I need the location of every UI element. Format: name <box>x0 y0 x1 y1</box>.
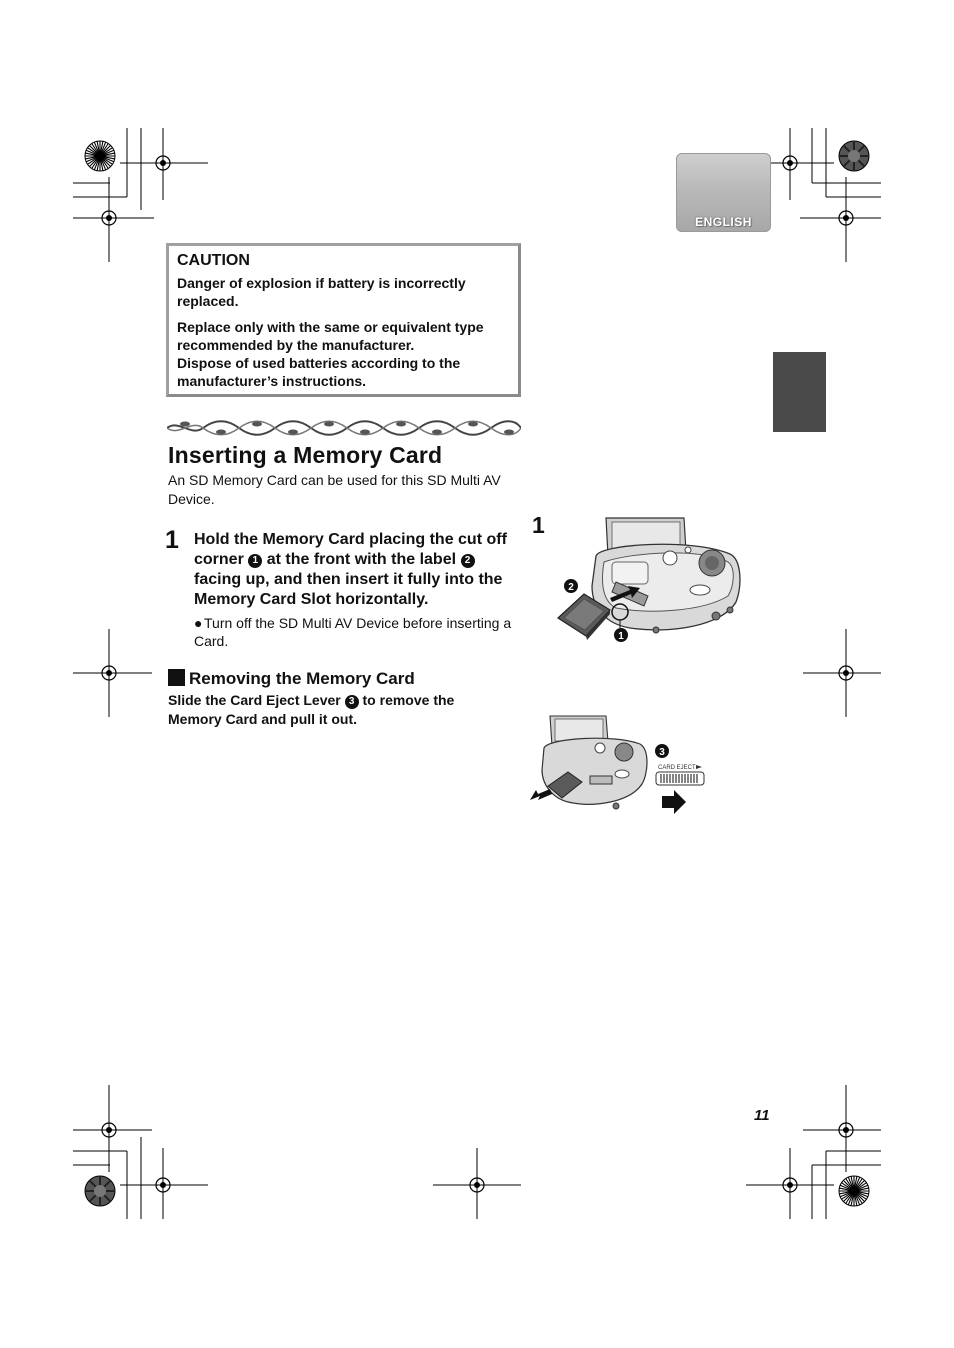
caution-line-1: Danger of explosion if battery is incorrectly replaced. <box>177 275 466 309</box>
step-text-b: at the front with the label <box>266 551 457 568</box>
insert-card-illustration <box>552 516 744 648</box>
square-bullet-icon <box>168 669 185 686</box>
section-index-block <box>773 352 826 432</box>
marker-2-icon: 2 <box>461 554 475 568</box>
subsection-heading <box>168 669 415 689</box>
decorative-divider <box>167 419 521 437</box>
figure1-callout-2: 2 <box>568 582 574 593</box>
step-text-a: Hold the Memory Card placing the cut off corner <box>194 531 507 568</box>
language-tab <box>676 153 771 232</box>
card-eject-label: CARD EJECT <box>658 765 696 771</box>
subsection-title: Removing the Memory Card <box>189 669 415 688</box>
caution-box <box>166 243 521 397</box>
figure1-callout-1: 1 <box>618 631 624 642</box>
language-tab-label: ENGLISH <box>695 215 752 229</box>
remove-card-illustration <box>530 714 710 818</box>
bullet-icon: ● <box>194 615 203 631</box>
caution-line-2: Replace only with the same or equivalent type recommended by the manufacturer. <box>177 319 484 353</box>
step-text-c: facing up, and then insert it fully into the Memory Card Slot horizontally. <box>194 571 503 608</box>
marker-1-icon: 1 <box>248 554 262 568</box>
page-number: 11 <box>754 1107 770 1124</box>
removing-text-b: to remove the Memory Card and pull it out. <box>168 692 455 727</box>
caution-line-3: Dispose of used batteries according to the manufacturer’s instructions. <box>177 355 461 389</box>
slide-right-arrow-icon <box>662 790 686 814</box>
marker-3-icon: 3 <box>345 695 359 709</box>
section-title: Inserting a Memory Card <box>168 442 443 468</box>
removing-text-a: Slide the Card Eject Lever <box>168 692 341 708</box>
section-intro: An SD Memory Card can be used for this SD Multi AV Device. <box>168 472 501 507</box>
step-number: 1 <box>165 526 179 554</box>
figure-number: 1 <box>532 512 545 538</box>
removing-instruction <box>168 691 498 729</box>
step-note-text: Turn off the SD Multi AV Device before inserting a Card. <box>194 615 512 649</box>
step-note <box>194 614 524 650</box>
figure2-callout-3: 3 <box>659 747 665 758</box>
caution-title: CAUTION <box>177 252 250 269</box>
step-instruction <box>194 530 524 610</box>
